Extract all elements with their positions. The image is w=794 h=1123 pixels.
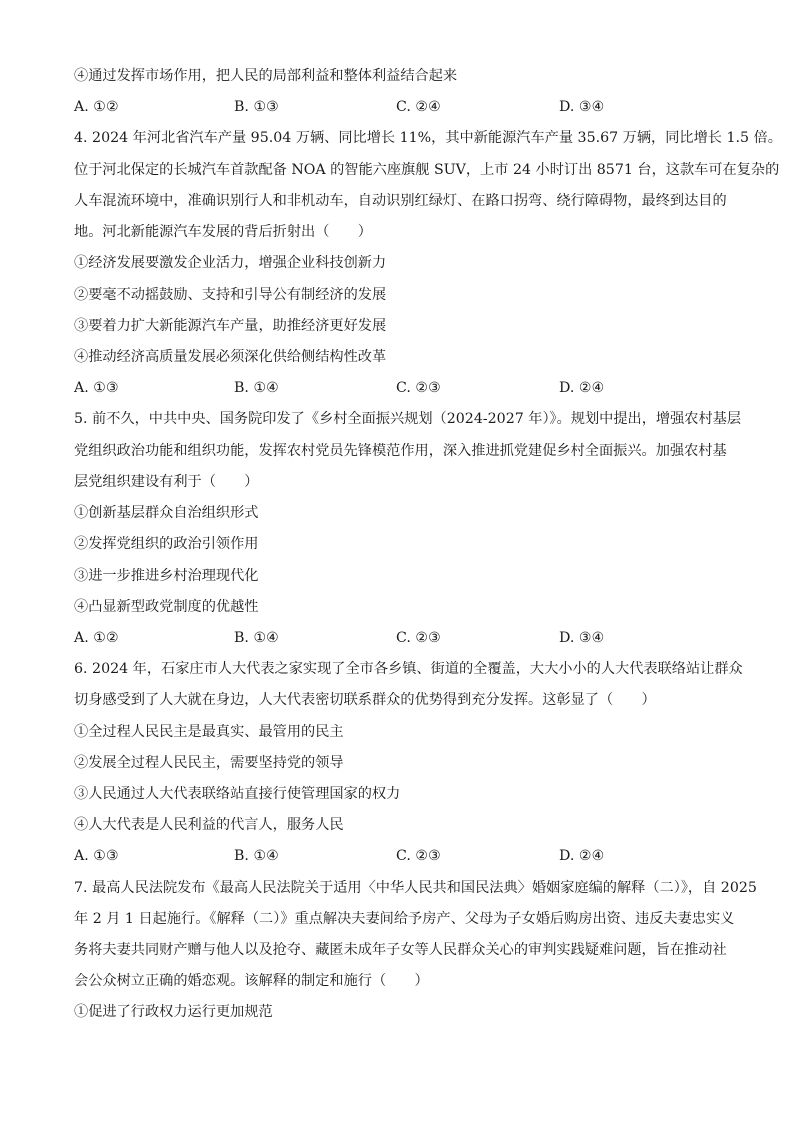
q4-item-2: ②要毫不动摇鼓励、支持和引导公有制经济的发展 xyxy=(74,287,387,303)
q6-stem-line: 切身感受到了人大就在身边，人大代表密切联系群众的优势得到充分发挥。这彰显了（ ） xyxy=(74,692,656,708)
q5-options xyxy=(74,628,724,648)
q7-stem-line: 务将夫妻共同财产赠与他人以及抢夺、藏匿未成年子女等人民群众关心的审判实践疑难问题，旨在推动社 xyxy=(74,942,727,958)
q3-option-d[interactable]: D. ③④ xyxy=(559,99,605,115)
q5-stem-line: 5. 前不久，中共中央、国务院印发了《乡村全面振兴规划（2024-2027 年）》。规划中提出，增强农村基层 xyxy=(74,411,742,427)
q5-option-b[interactable]: B. ①④ xyxy=(234,630,279,646)
q3-option-b[interactable]: B. ①③ xyxy=(234,99,279,115)
q5-item-4: ④凸显新型政党制度的优越性 xyxy=(74,599,259,615)
q3-option-c[interactable]: C. ②④ xyxy=(396,99,441,115)
q4-item-1: ①经济发展要激发企业活力，增强企业科技创新力 xyxy=(74,255,387,271)
q4-item-3: ③要着力扩大新能源汽车产量，助推经济更好发展 xyxy=(74,318,387,334)
q4-option-d[interactable]: D. ②④ xyxy=(559,380,605,396)
q6-option-a[interactable]: A. ①③ xyxy=(74,848,119,864)
q6-item-4: ④人大代表是人民利益的代言人，服务人民 xyxy=(74,817,344,833)
q5-stem-line: 层党组织建设有利于（ ） xyxy=(74,474,259,490)
q5-item-3: ③进一步推进乡村治理现代化 xyxy=(74,568,259,584)
q7-stem-line: 会公众树立正确的婚恋观。该解释的制定和施行（ ） xyxy=(74,973,429,989)
q6-option-d[interactable]: D. ②④ xyxy=(559,848,605,864)
q6-stem-line: 6. 2024 年，石家庄市人大代表之家实现了全市各乡镇、街道的全覆盖，大大小小的人大代表联络站让群众 xyxy=(74,661,743,677)
q4-options xyxy=(74,378,724,398)
q7-item-1: ①促进了行政权力运行更加规范 xyxy=(74,1004,273,1020)
q3-option-a[interactable]: A. ①② xyxy=(74,99,119,115)
q6-option-b[interactable]: B. ①④ xyxy=(234,848,279,864)
q5-option-c[interactable]: C. ②③ xyxy=(396,630,441,646)
q5-item-2: ②发挥党组织的政治引领作用 xyxy=(74,536,259,552)
q6-options xyxy=(74,846,724,866)
q4-stem-line: 4. 2024 年河北省汽车产量 95.04 万辆、同比增长 11%，其中新能源汽车产量 35.67 万辆，同比增长 1.5 倍。 xyxy=(74,130,782,146)
q4-stem-line: 地。河北新能源汽车发展的背后折射出（ ） xyxy=(74,224,372,240)
q5-stem-line: 党组织政治功能和组织功能，发挥农村党员先锋模范作用，深入推进抓党建促乡村全面振兴。加强农村基 xyxy=(74,443,727,459)
q4-item-4: ④推动经济高质量发展必须深化供给侧结构性改革 xyxy=(74,349,387,365)
q5-option-a[interactable]: A. ①② xyxy=(74,630,119,646)
q5-option-d[interactable]: D. ③④ xyxy=(559,630,605,646)
q3-item-4: ④通过发挥市场作用，把人民的局部利益和整体利益结合起来 xyxy=(74,68,458,84)
q4-option-c[interactable]: C. ②③ xyxy=(396,380,441,396)
q6-item-3: ③人民通过人大代表联络站直接行使管理国家的权力 xyxy=(74,786,401,802)
q4-option-b[interactable]: B. ①④ xyxy=(234,380,279,396)
q3-options xyxy=(74,97,724,117)
q4-stem-line: 位于河北保定的长城汽车首款配备 NOA 的智能六座旗舰 SUV，上市 24 小时订出 8571 台，这款车可在复杂的 xyxy=(74,162,780,178)
q4-option-a[interactable]: A. ①③ xyxy=(74,380,119,396)
q6-item-1: ①全过程人民民主是最真实、最管用的民主 xyxy=(74,724,344,740)
q6-option-c[interactable]: C. ②③ xyxy=(396,848,441,864)
q5-item-1: ①创新基层群众自治组织形式 xyxy=(74,505,259,521)
q7-stem-line: 年 2 月 1 日起施行。《解释（二）》重点解决夫妻间给予房产、父母为子女婚后购房出资、违反夫妻忠实义 xyxy=(74,911,735,927)
q6-item-2: ②发展全过程人民民主，需要坚持党的领导 xyxy=(74,755,344,771)
q7-stem-line: 7. 最高人民法院发布《最高人民法院关于适用〈中华人民共和国民法典〉婚姻家庭编的解释（二）》，自 2025 xyxy=(74,880,757,896)
q4-stem-line: 人车混流环境中，准确识别行人和非机动车，自动识别红绿灯、在路口拐弯、绕行障碍物，最终到达目的 xyxy=(74,193,727,209)
